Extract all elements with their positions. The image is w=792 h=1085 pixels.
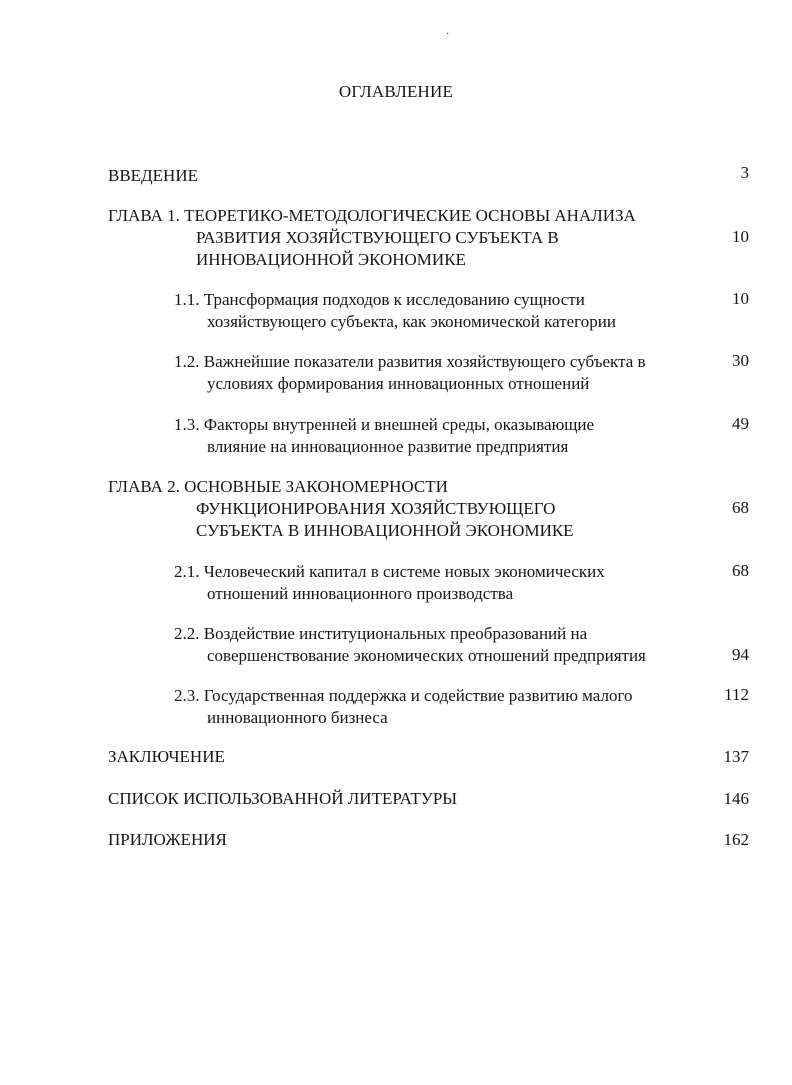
chapter-number: ГЛАВА 2. bbox=[108, 477, 180, 496]
section-title-line-1: Человеческий капитал в системе новых экономических bbox=[203, 562, 605, 581]
toc-entry-references[interactable] bbox=[108, 788, 457, 810]
chapter-title-line-3: СУБЪЕКТА В ИННОВАЦИОННОЙ ЭКОНОМИКЕ bbox=[196, 521, 574, 540]
section-number: 2.2. bbox=[174, 624, 200, 643]
entry-title: СПИСОК ИСПОЛЬЗОВАННОЙ ЛИТЕРАТУРЫ bbox=[108, 789, 458, 808]
chapter-title-line-2: ФУНКЦИОНИРОВАНИЯ ХОЗЯЙСТВУЮЩЕГО bbox=[196, 499, 556, 518]
section-title-line-1: Воздействие институциональных преобразований на bbox=[203, 624, 588, 643]
section-number: 2.1. bbox=[174, 562, 200, 581]
section-number: 1.3. bbox=[174, 415, 200, 434]
page-number-section-2-1: 68 bbox=[732, 561, 749, 580]
page-number-chapter-1: 10 bbox=[732, 227, 749, 246]
section-title-line-1: Факторы внутренней и внешней среды, оказывающие bbox=[203, 415, 595, 434]
section-title-line-1: Трансформация подходов к исследованию сущности bbox=[203, 290, 585, 309]
chapter-title-line-1: ОСНОВНЫЕ ЗАКОНОМЕРНОСТИ bbox=[184, 477, 448, 496]
entry-title: ВВЕДЕНИЕ bbox=[108, 166, 198, 185]
section-title-line-2: отношений инновационного производства bbox=[207, 584, 514, 603]
section-number: 1.1. bbox=[174, 290, 200, 309]
page-mark: · bbox=[446, 29, 450, 40]
chapter-number: ГЛАВА 1. bbox=[108, 206, 180, 225]
toc-entry-chapter-2[interactable] bbox=[108, 476, 574, 542]
toc-entry-section-2-3[interactable] bbox=[174, 685, 633, 729]
section-title-line-1: Важнейшие показатели развития хозяйствующего субъекта в bbox=[203, 352, 646, 371]
page-number-section-2-2: 94 bbox=[732, 645, 749, 664]
section-title-line-1: Государственная поддержка и содействие развитию малого bbox=[203, 686, 633, 705]
entry-title: ЗАКЛЮЧЕНИЕ bbox=[108, 747, 225, 766]
page-number-section-1-1: 10 bbox=[732, 289, 749, 308]
toc-title: ОГЛАВЛЕНИЕ bbox=[338, 82, 454, 101]
toc-entry-section-1-1[interactable] bbox=[174, 289, 616, 333]
section-number: 2.3. bbox=[174, 686, 200, 705]
section-number: 1.2. bbox=[174, 352, 200, 371]
page-number-section-1-3: 49 bbox=[732, 414, 749, 433]
toc-entry-conclusion[interactable] bbox=[108, 746, 225, 768]
toc-entry-intro[interactable] bbox=[108, 165, 198, 187]
section-title-line-2: влияние на инновационное развитие предприятия bbox=[207, 437, 569, 456]
chapter-title-line-1: ТЕОРЕТИКО-МЕТОДОЛОГИЧЕСКИЕ ОСНОВЫ АНАЛИЗА bbox=[184, 206, 636, 225]
section-title-line-2: совершенствование экономических отношений предприятия bbox=[207, 646, 646, 665]
section-title-line-2: условиях формирования инновационных отношений bbox=[207, 374, 590, 393]
toc-entry-section-1-2[interactable] bbox=[174, 351, 646, 395]
page-number-section-1-2: 30 bbox=[732, 351, 749, 370]
toc-entry-section-2-1[interactable] bbox=[174, 561, 605, 605]
page-number-conclusion: 137 bbox=[723, 747, 749, 766]
section-title-line-2: инновационного бизнеса bbox=[207, 708, 388, 727]
page-number-chapter-2: 68 bbox=[732, 498, 749, 517]
toc-entry-chapter-1[interactable] bbox=[108, 205, 636, 271]
page-number-references: 146 bbox=[723, 789, 749, 808]
page-number-appendix: 162 bbox=[723, 830, 749, 849]
toc-entry-section-2-2[interactable] bbox=[174, 623, 646, 667]
chapter-title-line-3: ИННОВАЦИОННОЙ ЭКОНОМИКЕ bbox=[196, 250, 466, 269]
section-title-line-2: хозяйствующего субъекта, как экономической категории bbox=[207, 312, 616, 331]
page-number-section-2-3: 112 bbox=[724, 685, 749, 704]
toc-entry-section-1-3[interactable] bbox=[174, 414, 594, 458]
chapter-title-line-2: РАЗВИТИЯ ХОЗЯЙСТВУЮЩЕГО СУБЪЕКТА В bbox=[196, 228, 559, 247]
toc-entry-appendix[interactable] bbox=[108, 829, 227, 851]
entry-title: ПРИЛОЖЕНИЯ bbox=[108, 830, 227, 849]
page-number-intro: 3 bbox=[740, 163, 749, 182]
